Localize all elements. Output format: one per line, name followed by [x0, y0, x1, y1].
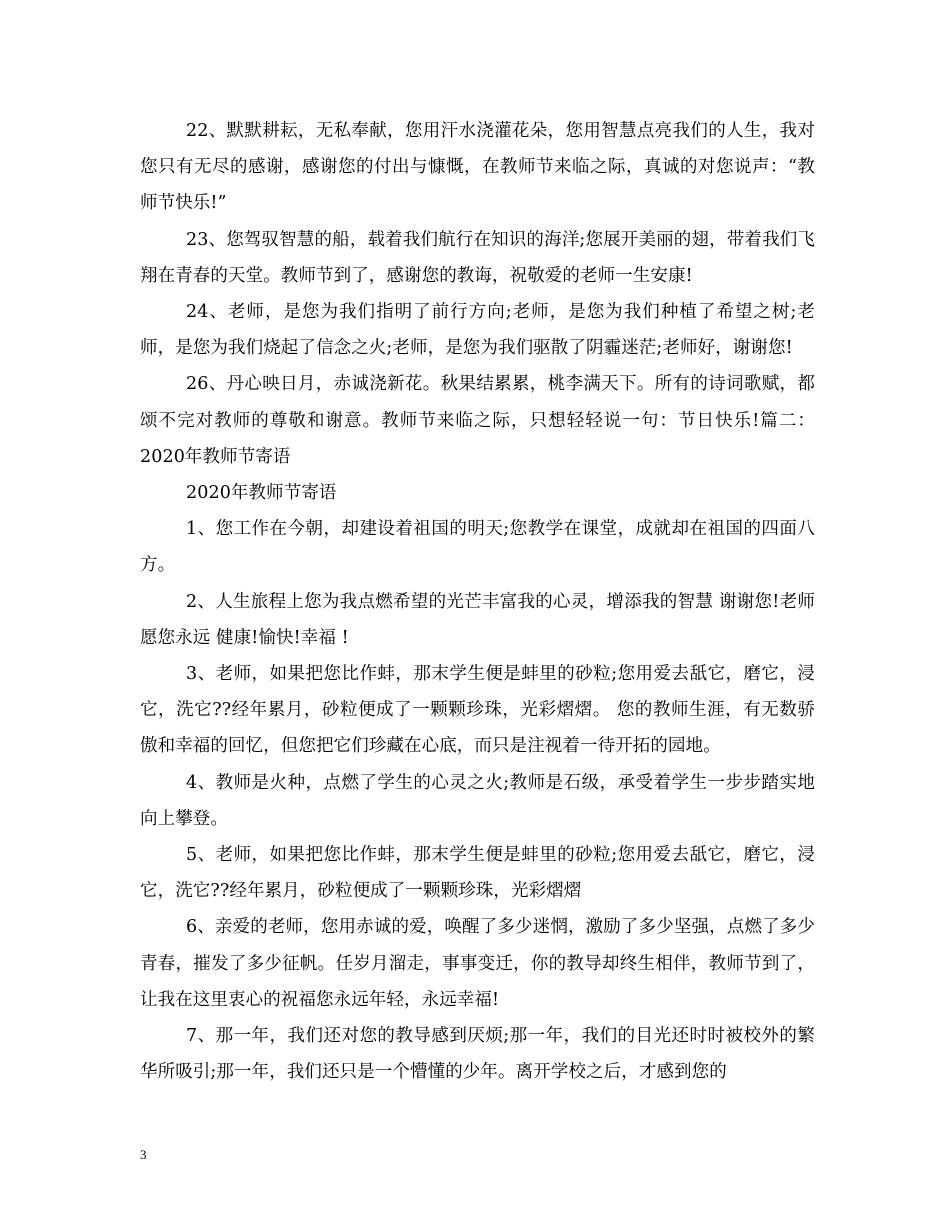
paragraph-1: 1、您工作在今朝，却建设着祖国的明天;您教学在课堂，成就却在祖国的四面八方。	[140, 519, 815, 576]
paragraph-2: 2、人生旅程上您为我点燃希望的光芒丰富我的心灵，增添我的智慧 谢谢您!老师 愿您永远 健康!愉快!幸福 !	[140, 591, 815, 648]
paragraph-6: 6、亲爱的老师，您用赤诚的爱，唤醒了多少迷惘，激励了多少坚强，点燃了多少青春，摧发了多少征帆。任岁月溜走，事事变迁，你的教导却终生相伴，教师节到了，让我在这里衷心的祝福您永远年轻，永远幸福!	[140, 917, 815, 1010]
paragraph-23: 23、您驾驭智慧的船，载着我们航行在知识的海洋;您展开美丽的翅，带着我们飞翔在青春的天堂。教师节到了，感谢您的教诲，祝敬爱的老师一生安康!	[140, 229, 815, 286]
paragraph-4: 4、教师是火种，点燃了学生的心灵之火;教师是石级，承受着学生一步步踏实地向上攀登。	[140, 772, 815, 829]
paragraph-3: 3、老师，如果把您比作蚌，那末学生便是蚌里的砂粒;您用爱去舐它，磨它，浸它，洗它??经年累月，砂粒便成了一颗颗珍珠，光彩熠熠。 您的教师生涯，有无数骄傲和幸福的回忆，但您把它们珍藏在心底，而只是注视着一待开拓的园地。	[140, 664, 815, 757]
document-body	[140, 113, 815, 1090]
paragraph-24: 24、老师，是您为我们指明了前行方向;老师，是您为我们种植了希望之树;老师，是您为我们烧起了信念之火;老师，是您为我们驱散了阴霾迷茫;老师好，谢谢您!	[140, 302, 815, 359]
paragraph-7: 7、那一年，我们还对您的教导感到厌烦;那一年，我们的目光还时时被校外的繁华所吸引;那一年，我们还只是一个懵懂的少年。离开学校之后，才感到您的	[140, 1026, 815, 1083]
paragraph-5: 5、老师，如果把您比作蚌，那末学生便是蚌里的砂粒;您用爱去舐它，磨它，浸它，洗它??经年累月，砂粒便成了一颗颗珍珠，光彩熠熠	[140, 845, 815, 902]
paragraph-26: 26、丹心映日月，赤诚浇新花。秋果结累累，桃李满天下。所有的诗词歌赋，都颂不完对教师的尊敬和谢意。教师节来临之际，只想轻轻说一句：节日快乐!篇二：2020年教师节寄语	[140, 374, 815, 467]
paragraph-22: 22、默默耕耘，无私奉献，您用汗水浇灌花朵，您用智慧点亮我们的人生，我对您只有无尽的感谢，感谢您的付出与慷慨，在教师节来临之际，真诚的对您说声：“教师节快乐!”	[140, 121, 815, 214]
page-number: 3	[140, 1147, 147, 1162]
section-heading: 2020年教师节寄语	[186, 483, 337, 504]
